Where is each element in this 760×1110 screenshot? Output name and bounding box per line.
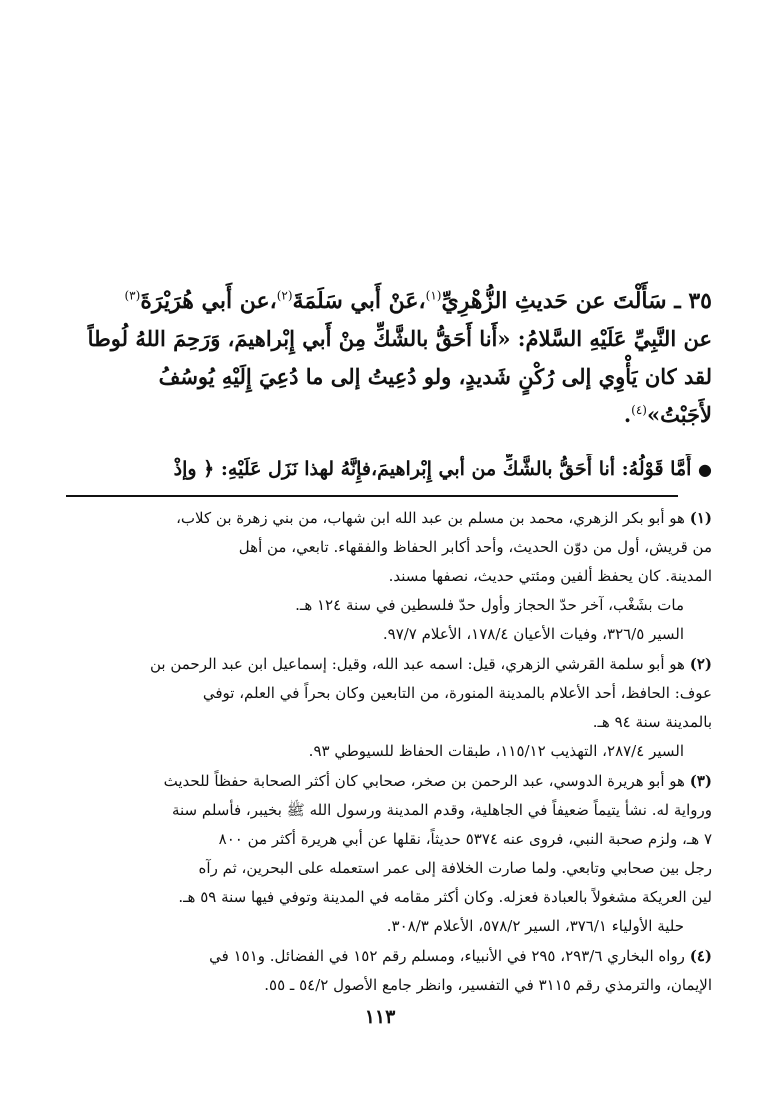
footnote-line: من قريش، أول من دوّن الحديث، وأحد أكابر الحفاظ والفقهاء. تابعي، من أهل [238, 538, 712, 556]
footnote-line: رجل بين صحابي وتابعي. ولما صارت الخلافة إلى عمر استعمله على البحرين، ثم رآه [198, 859, 712, 877]
footnote-line: الإيمان، والترمذي رقم ٣١١٥ في التفسير، وانظر جامع الأصول ٥٤/٢ ـ ٥٥. [264, 976, 712, 994]
question-text-d: لأَجَبْتُ» [646, 402, 712, 427]
footnote-body [58, 650, 712, 679]
footnote-line: رواه البخاري ٢٩٣/٦، ٢٩٥ في الأنبياء، ومسلم رقم ١٥٢ في الفضائل. و١٥١ في [209, 947, 685, 965]
footnote-line: المدينة. كان يحفظ ألفين ومئتي حديث، نصفها مسند. [388, 567, 712, 585]
footnote-body [58, 767, 712, 796]
footnote-divider [66, 495, 678, 497]
footnote-line: هو أبو بكر الزهري، محمد بن مسلم بن عبد الله ابن شهاب، من بني زهرة بن كلاب، [176, 509, 685, 527]
footnote-source: حلية الأولياء ٣٧٦/١، السير ٥٧٨/٢، الأعلام ٣٠٨/٣. [386, 917, 684, 935]
footnote-line: هو أبو هريرة الدوسي، عبد الرحمن بن صخر، صحابي كان أكثر الصحابة حفظاً للحديث [163, 772, 685, 790]
question-number: ٣٥ ـ [674, 288, 712, 314]
footnote-1 [58, 504, 712, 649]
question-text-c: ،عن أَبي هُرَيْرَةَ [140, 288, 277, 314]
footnote-line: ٧ هـ، ولزم صحبة النبي، فروى عنه ٥٣٧٤ حديثاً، نقلها عن أبي هريرة أكثر من ٨٠٠ [218, 830, 712, 848]
footnote-ref-3: (٣) [124, 288, 141, 303]
question-text-a: سَأَلْتَ عن حَديثِ الزُّهْرِيِّ [441, 288, 667, 314]
footnote-body [58, 942, 712, 971]
footnote-number: (٢) [689, 655, 712, 673]
main-text [62, 282, 712, 434]
footnote-number: (٣) [689, 772, 712, 790]
footnote-4 [58, 942, 712, 1000]
question-line-2: عن النَّبِيِّ عَلَيْهِ السَّلامُ: «أَنا أَحَقُّ بالشَّكِّ مِنْ أَبي إِبْراهيمَ، وَرَحِمَ اللهُ لُوطاً [87, 326, 712, 351]
footnotes [58, 504, 712, 1001]
footnote-source: السير ٢٨٧/٤، التهذيب ١١٥/١٢، طبقات الحفاظ للسيوطي ٩٣. [308, 742, 684, 760]
footnote-ref-4: (٤) [631, 403, 647, 417]
footnote-line: بالمدينة سنة ٩٤ هـ. [592, 713, 712, 731]
line-end-dot: . [623, 402, 632, 427]
footnote-line: ورواية له. نشأ يتيماً ضعيفاً في الجاهلية، وقدم المدينة ورسول الله ﷺ بخيبر، فأسلم سنة [171, 801, 712, 819]
footnote-line: لين العريكة مشغولاً بالعبادة فعزله. وكان أكثر مقامه في المدينة وتوفي فيها سنة ٥٩ هـ. [178, 888, 712, 906]
question-line-4 [62, 396, 712, 434]
footnote-ref-1: (١) [425, 288, 442, 303]
footnote-line: هو أبو سلمة القرشي الزهري، قيل: اسمه عبد الله، وقيل: إسماعيل ابن عبد الرحمن بن [149, 655, 685, 673]
question-line-3: لقد كان يَأْوِي إلى رُكْنٍ شَديدٍ، ولو دُعِيتُ إلى ما دُعِيَ إِلَيْهِ يُوسُفُ [158, 364, 712, 389]
bullet-icon: ● [698, 460, 712, 479]
page-number: ١١٣ [364, 1006, 396, 1028]
footnote-line: عوف: الحافظ، أحد الأعلام بالمدينة المنورة، من التابعين وكان بحراً في العلم، توفي [202, 684, 712, 702]
footnote-subline: مات بشَغْب، آخر حدّ الحجاز وأول حدّ فلسطين في سنة ١٢٤ هـ. [295, 596, 684, 614]
question-text-b: ،عَنْ أَبي سَلَمَةَ [292, 288, 426, 314]
footnote-ref-2: (٢) [276, 288, 293, 303]
footnote-number: (٤) [689, 947, 712, 965]
footnote-source: السير ٣٢٦/٥، وفيات الأعيان ١٧٨/٤، الأعلام ٩٧/٧. [382, 625, 684, 643]
commentary-line [62, 454, 712, 485]
footnote-number: (١) [689, 509, 712, 527]
footnote-2 [58, 650, 712, 766]
footnote-3 [58, 767, 712, 941]
question-line-1 [62, 282, 712, 320]
footnote-body [58, 504, 712, 533]
commentary-text: أَمَّا قَوْلُهُ: أنا أَحَقُّ بالشَّكِّ من أبي إِبْراهيمَ،فإِنَّهُ لهذا نَزَل عَلَيْهِ: ﴿ وإذْ [173, 458, 692, 480]
